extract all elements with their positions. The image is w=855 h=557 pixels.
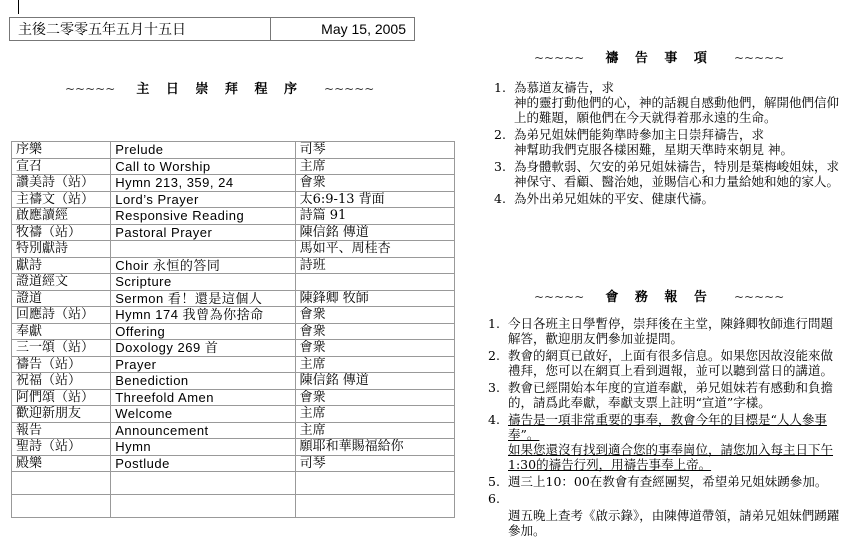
prayer-item [494,80,844,125]
program-row [12,439,455,456]
program-item: 序樂 [12,142,111,159]
program-person: 陳鋒卿 牧師 [295,290,454,307]
date-header-table [9,17,415,41]
program-content: Call to Worship [111,158,295,175]
program-person: 主席 [295,356,454,373]
program-item: 報告 [12,422,111,439]
program-blank-cell [295,472,454,495]
program-row [12,241,455,258]
announcement-item [488,491,844,506]
program-content: Hymn 174 我曾為你捨命 [111,307,295,324]
program-content: Pastoral Prayer [111,224,295,241]
program-blank-row [12,472,455,495]
program-row [12,274,455,291]
announcement-item [488,412,844,472]
announcements-heading [534,286,784,305]
ornament-left: ~~~~~ [65,82,116,96]
announcement-text: 教會已經開始本年度的宣道奉獻，弟兄姐妹若有感動和負擔的，請爲此奉獻，奉獻支票上註明“宣道”字樣。 [508,380,834,410]
program-content: Welcome [111,406,295,423]
program-content: Benediction [111,373,295,390]
prayer-item-number: 4. [494,191,506,206]
announcement-text-underlined: 禱告是一項非常重要的事奉，教會今年的目標是“人人參事奉”。 [508,412,827,442]
program-content [111,241,295,258]
program-item: 奉獻 [12,323,111,340]
worship-program-table [11,141,455,518]
program-row [12,373,455,390]
program-item: 禱告（站） [12,356,111,373]
announcement-item [488,380,844,410]
program-person: 司琴 [295,455,454,472]
prayer-item [494,127,844,157]
program-content: Offering [111,323,295,340]
program-person: 會衆 [295,175,454,192]
program-blank-cell [111,472,295,495]
program-item: 主禱文（站） [12,191,111,208]
program-content: Hymn [111,439,295,456]
english-date: May 15, 2005 [271,18,415,41]
program-person: 陳信銘 傳道 [295,224,454,241]
program-item: 讚美詩（站） [12,175,111,192]
program-person: 願耶和華賜福給你 [295,439,454,456]
prayer-item-continuation: 神的靈打動他們的心，神的話親自感動他們，解開他們信仰上的難題，願他們在今天就得着那永遠的生命。 [514,95,840,125]
worship-program-heading [65,78,374,97]
program-content: Choir 永恒的答同 [111,257,295,274]
program-item: 歡迎新朋友 [12,406,111,423]
chinese-date: 主後二零零五年五月十五日 [10,18,271,41]
prayer-item-continuation: 神幫助我們克服各樣困難，星期天準時來朝見 神。 [514,142,793,157]
program-item: 三一頌（站） [12,340,111,357]
ornament-left: ~~~~~ [534,51,585,65]
program-item: 聖詩（站） [12,439,111,456]
program-content: Hymn 213, 359, 24 [111,175,295,192]
worship-program-title: 主 日 崇 拜 程 序 [136,82,303,97]
announcement-text-continued: 如果您還沒有找到適合您的事奉崗位，請您加入每主日下午1:30的禱告行列，用禱告事奉上帝。 [508,442,834,472]
announcement-item [488,316,844,346]
program-person: 主席 [295,158,454,175]
program-row [12,158,455,175]
prayer-item-number: 3. [494,159,506,174]
program-row [12,224,455,241]
program-person: 會衆 [295,323,454,340]
program-item: 特別獻詩 [12,241,111,258]
prayer-item [494,191,844,206]
prayer-items-title: 禱 告 事 項 [605,51,713,66]
announcement-text [508,491,844,506]
prayer-item-continuation: 神保守、看顧、醫治她，並賜信心和力量給她和她的家人。 [514,174,840,189]
program-row [12,290,455,307]
announcement-text: 教會的網頁已啟好，上面有很多信息。如果您因故沒能來做禮拜，您可以在網頁上看到週報，並可以聽到當日的講道。 [508,348,834,378]
ornament-right: ~~~~~ [324,82,375,96]
program-item: 阿們頌（站） [12,389,111,406]
program-content: Announcement [111,422,295,439]
announcement-text: 週五晚上查考《啟示錄》，由陳傳道帶領，請弟兄姐妹們踴躍參加。 [508,508,840,538]
program-row [12,422,455,439]
program-item: 證道 [12,290,111,307]
program-row [12,208,455,225]
program-item: 牧禱（站） [12,224,111,241]
announcement-item [488,508,844,538]
program-item: 回應詩（站） [12,307,111,324]
program-person: 主席 [295,422,454,439]
program-person: 會衆 [295,307,454,324]
program-item: 獻詩 [12,257,111,274]
program-row [12,142,455,159]
prayer-item-text: 為慕道友禱告，求 [514,80,615,95]
ornament-left: ~~~~~ [534,290,585,304]
program-person: 司琴 [295,142,454,159]
program-person: 陳信銘 傳道 [295,373,454,390]
prayer-item-text: 為弟兄姐妹們能夠準時參加主日崇拜禱告，求 [514,127,765,142]
program-person: 詩班 [295,257,454,274]
program-person: 詩篇 91 [295,208,454,225]
program-blank-cell [295,495,454,518]
program-item: 祝福（站） [12,373,111,390]
program-row [12,406,455,423]
announcements-list [488,316,844,540]
program-blank-row [12,495,455,518]
program-content: Postlude [111,455,295,472]
ornament-right: ~~~~~ [733,290,785,304]
program-content: Scripture [111,274,295,291]
prayer-item-number: 1. [494,80,506,95]
announcement-text: 今日各班主日學暫停，崇拜後在主堂，陳鋒卿牧師進行問題解答，歡迎朋友們參加並提問。 [508,316,834,346]
prayer-items-heading [534,47,784,66]
announcement-number: 2. [488,348,500,363]
program-item: 宣召 [12,158,111,175]
program-person: 太6:9-13 背面 [295,191,454,208]
announcements-title: 會 務 報 告 [605,290,713,305]
program-content: Lord’s Prayer [111,191,295,208]
prayer-item-text: 為外出弟兄姐妹的平安、健康代禱。 [514,191,715,206]
announcement-number: 3. [488,380,500,395]
prayer-item-number: 2. [494,127,506,142]
program-row [12,175,455,192]
program-content: Threefold Amen [111,389,295,406]
program-item: 啟應讀經 [12,208,111,225]
program-person: 會衆 [295,340,454,357]
ornament-right: ~~~~~ [733,51,785,65]
announcement-text: 週三上10：00在教會有查經團契，希望弟兄姐妹踴參加。 [508,474,828,489]
announcement-item [488,474,844,489]
program-content: Responsive Reading [111,208,295,225]
program-row [12,356,455,373]
text-cursor [18,0,19,14]
program-blank-cell [12,472,111,495]
prayer-items-list [494,80,844,208]
program-row [12,323,455,340]
program-content: Prelude [111,142,295,159]
program-person [295,274,454,291]
program-item: 證道經文 [12,274,111,291]
announcement-number: 1. [488,316,500,331]
program-row [12,257,455,274]
announcement-number: 4. [488,412,500,427]
program-person: 主席 [295,406,454,423]
announcement-number: 6. [488,491,500,506]
program-person: 會衆 [295,389,454,406]
program-row [12,307,455,324]
program-row [12,389,455,406]
announcement-item [488,348,844,378]
program-item: 殿樂 [12,455,111,472]
program-row [12,455,455,472]
program-row [12,340,455,357]
program-content: Doxology 269 首 [111,340,295,357]
program-content: Sermon 看！還是這個人 [111,290,295,307]
program-content: Prayer [111,356,295,373]
announcement-number: 5. [488,474,500,489]
program-blank-cell [12,495,111,518]
program-person: 馬如平、周桂杏 [295,241,454,258]
program-blank-cell [111,495,295,518]
prayer-item-text: 為身體軟弱、欠安的弟兄姐妹禱告，特別是葉梅峻姐妹，求 [514,159,840,174]
prayer-item [494,159,844,189]
program-row [12,191,455,208]
